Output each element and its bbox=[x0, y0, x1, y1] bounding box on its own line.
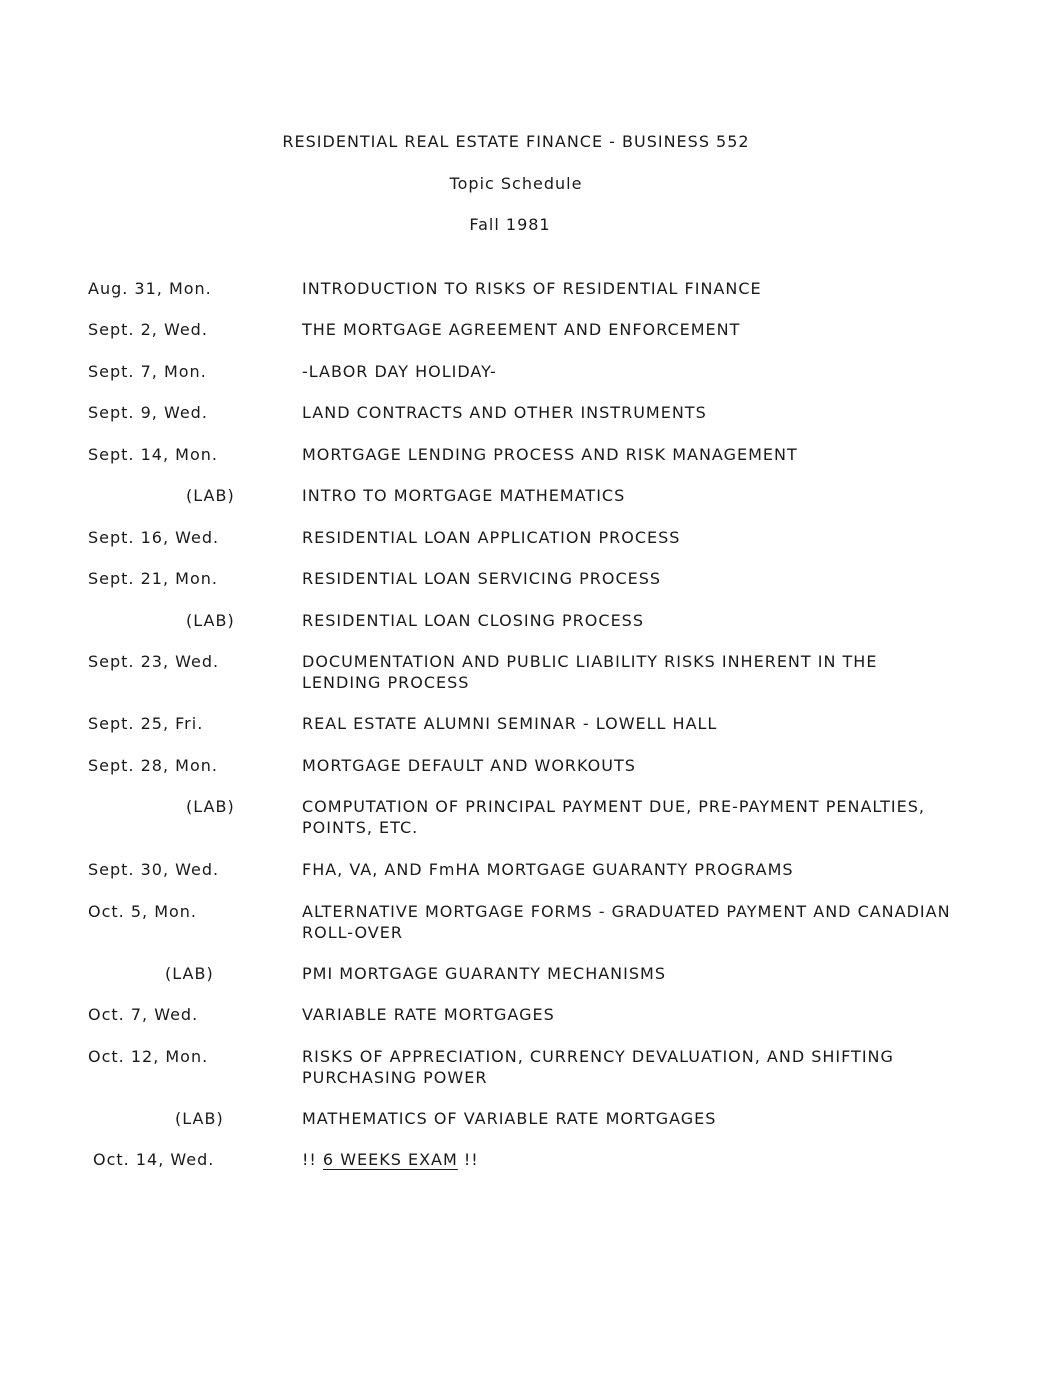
schedule-topic: PMI MORTGAGE GUARANTY MECHANISMS bbox=[302, 964, 666, 983]
schedule-topic: RISKS OF APPRECIATION, CURRENCY DEVALUATION, AND SHIFTING PURCHASING POWER bbox=[302, 1047, 894, 1087]
schedule-date: Sept. 7, Mon. bbox=[88, 362, 207, 381]
lab-label: (LAB) bbox=[165, 964, 214, 983]
schedule-date: Sept. 23, Wed. bbox=[88, 652, 220, 671]
schedule-date: Oct. 5, Mon. bbox=[88, 902, 198, 921]
schedule-topic: MATHEMATICS OF VARIABLE RATE MORTGAGES bbox=[302, 1109, 717, 1128]
schedule-date: Sept. 2, Wed. bbox=[88, 320, 208, 339]
exam-title: 6 WEEKS EXAM bbox=[322, 1150, 458, 1169]
schedule-topic: INTRODUCTION TO RISKS OF RESIDENTIAL FINANCE bbox=[302, 279, 762, 298]
page-title: RESIDENTIAL REAL ESTATE FINANCE - BUSINESS 552 bbox=[282, 132, 750, 151]
lab-label: (LAB) bbox=[186, 797, 235, 816]
schedule-topic: ALTERNATIVE MORTGAGE FORMS - GRADUATED PAYMENT AND CANADIAN ROLL-OVER bbox=[302, 902, 951, 942]
exam-suffix: !! bbox=[457, 1150, 479, 1169]
page-subtitle: Topic Schedule bbox=[449, 174, 583, 193]
schedule-date: Sept. 25, Fri. bbox=[88, 714, 204, 733]
schedule-topic: MORTGAGE LENDING PROCESS AND RISK MANAGEMENT bbox=[302, 445, 798, 464]
schedule-date: Sept. 28, Mon. bbox=[88, 756, 218, 775]
schedule-topic: COMPUTATION OF PRINCIPAL PAYMENT DUE, PRE-PAYMENT PENALTIES, POINTS, ETC. bbox=[302, 797, 925, 837]
schedule-date: Aug. 31, Mon. bbox=[88, 279, 212, 298]
schedule-date: Sept. 16, Wed. bbox=[88, 528, 220, 547]
schedule-topic: DOCUMENTATION AND PUBLIC LIABILITY RISKS INHERENT IN THE LENDING PROCESS bbox=[302, 652, 878, 692]
term-label: Fall 1981 bbox=[469, 215, 551, 234]
schedule-topic: -LABOR DAY HOLIDAY- bbox=[302, 362, 497, 381]
schedule-topic: VARIABLE RATE MORTGAGES bbox=[302, 1005, 555, 1024]
schedule-topic: RESIDENTIAL LOAN CLOSING PROCESS bbox=[302, 611, 644, 630]
exam-topic bbox=[302, 1149, 982, 1170]
schedule-date: Oct. 7, Wed. bbox=[88, 1005, 199, 1024]
schedule-topic: RESIDENTIAL LOAN APPLICATION PROCESS bbox=[302, 528, 681, 547]
lab-label: (LAB) bbox=[175, 1109, 224, 1128]
schedule-date: Sept. 21, Mon. bbox=[88, 569, 218, 588]
lab-label: (LAB) bbox=[186, 611, 235, 630]
lab-label: (LAB) bbox=[186, 486, 235, 505]
schedule-topic: REAL ESTATE ALUMNI SEMINAR - LOWELL HALL bbox=[302, 714, 718, 733]
schedule-date: Sept. 30, Wed. bbox=[88, 860, 220, 879]
schedule-topic: MORTGAGE DEFAULT AND WORKOUTS bbox=[302, 756, 636, 775]
schedule-date: Sept. 14, Mon. bbox=[88, 445, 218, 464]
schedule-topic: FHA, VA, AND FmHA MORTGAGE GUARANTY PROGRAMS bbox=[302, 860, 794, 879]
schedule-date: Oct. 14, Wed. bbox=[93, 1150, 215, 1169]
schedule-topic: INTRO TO MORTGAGE MATHEMATICS bbox=[302, 486, 626, 505]
schedule-topic: LAND CONTRACTS AND OTHER INSTRUMENTS bbox=[302, 403, 707, 422]
schedule-date: Sept. 9, Wed. bbox=[88, 403, 208, 422]
schedule-date: Oct. 12, Mon. bbox=[88, 1047, 209, 1066]
schedule-topic: THE MORTGAGE AGREEMENT AND ENFORCEMENT bbox=[302, 320, 741, 339]
exam-prefix: !! bbox=[302, 1150, 323, 1169]
schedule-topic: RESIDENTIAL LOAN SERVICING PROCESS bbox=[302, 569, 662, 588]
